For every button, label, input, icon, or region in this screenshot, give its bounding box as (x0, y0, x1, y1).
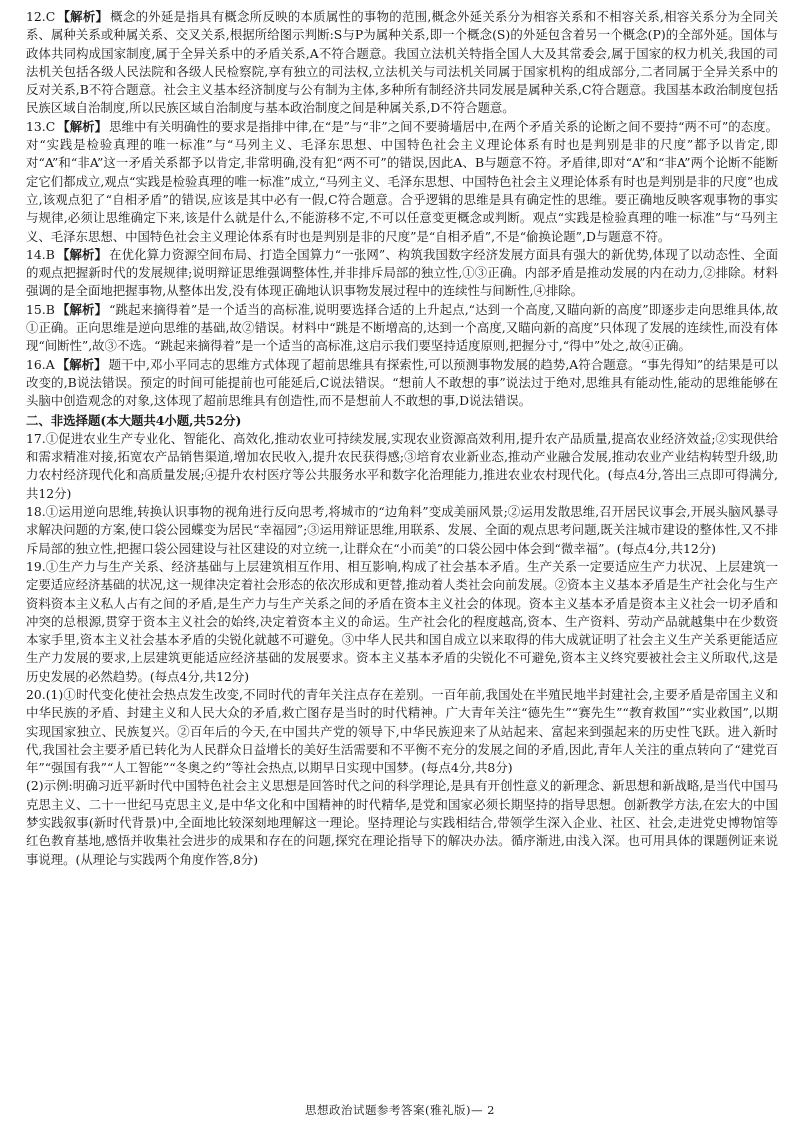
answer-item-14 (26, 246, 778, 301)
item-text: ①促进农业生产专业化、智能化、高效化,推动农业可持续发展,实现农业资源高效利用,提升农产品质量,提高农业经济效益;②实现供给和需求精准对接,拓宽农产品销售渠道,增加农民收入,提升农民获得感;③培育农业新业态,推动产业融合发展,推动农业产业结构转型升级,助力农村经济现代化和高质量发展;④提升农村医疗等公共服务水平和数字化治理能力,推进农业农村现代化。(每点4分,答出三点即可得满分,共12分) (26, 430, 778, 501)
analysis-tag: 【解析】 (57, 9, 109, 24)
answer-item-15 (26, 301, 778, 356)
item-text: 概念的外延是指具有概念所反映的本质属性的事物的范围,概念外延关系分为相容关系和不相容关系,相容关系分为全同关系、属种关系或种属关系、交叉关系,根据所给图示判断:S与P为属种关系,即一个概念(S)的外延包含着另一个概念(P)的全部外延。国体与政体共同构成国家制度,属于全异关系中的矛盾关系,A不符合题意。我国立法机关特指全国人大及其常委会,属于国家的权力机关,我国的司法机关包括各级人民法院和各级人民检察院,享有独立的司法权,立法机关与司法机关同属于国家机构的组成部分,二者同属于全异关系中的反对关系,B不符合题意。社会主义基本经济制度与公有制为主体,多种所有制经济共同发展是属种关系,C符合题意。我国基本政治制度包括民族区域自治制度,所以民族区域自治制度与基本政治制度之间是种属关系,D不符合题意。 (26, 9, 779, 116)
item-number: 19. (26, 558, 46, 574)
answer-item-12 (26, 8, 778, 118)
answer-item-20 (26, 686, 778, 777)
item-text: 题干中,邓小平同志的思维方式体现了超前思维具有探索性,可以预测事物发展的趋势,A符合题意。“事先得知”的结果是可以改变的,B说法错误。预定的时间可能提前也可能延后,C说法错误。“想前人不敢想的事”说法过于绝对,思维具有能动性,能动的思维能够在头脑中创造观念的对象,这体现了超前思维具有创造性,而不是想前人不敢想的事,D说法错误。 (26, 356, 779, 409)
item-number: 18. (26, 504, 46, 520)
item-text: 思维中有关明确性的要求是指排中律,在“是”与“非”之间不要骑墙居中,在两个矛盾关系的论断之间不要持“两不可”的态度。对“实践是检验真理的唯一标准”与“马列主义、毛泽东思想、中国特色社会主义理论体系有时也是判别是非的尺度”都予以肯定,即对“A”和“非A”这一矛盾关系都予以肯定,非常明确,没有犯“两不可”的错误,因此A、B与题意不符。矛盾律,即对“A”和“非A”两个论断不能断定它们都成立,观点“实践是检验真理的唯一标准”成立,“马列主义、毛泽东思想、中国特色社会主义理论体系有时也是判别是非的尺度”也成立,该观点犯了“自相矛盾”的错误,应该是其中必有一假,C符合题意。合乎逻辑的思维是具有确定性的思维。要正确地反映客观事物的事实与规律,必须让思维确定下来,该是什么就是什么,不能游移不定,不可以任意变更概念或判断。观点“实践是检验真理的唯一标准”与“马列主义、毛泽东思想、中国特色社会主义理论体系有时也是判别是非的尺度”是“自相矛盾”,不是“偷换论题”,D与题意不符。 (26, 118, 778, 244)
item-text: “跳起来摘得着”是一个适当的高标准,说明要选择合适的上升起点,“达到一个高度,又瞄向新的高度”即逐步走向思维具体,故①正确。正向思维是逆向思维的基础,故②错误。材料中“跳是不断增高的,达到一个高度,又瞄向新的高度”只体现了发展的连续性,而没有体现“间断性”,故③不选。“跳起来摘得着”是一个适当的高标准,这启示我们要坚持适度原则,把握分寸,“得中”处之,故④正确。 (26, 301, 779, 354)
item-number: 16.A (26, 356, 55, 372)
answer-item-18 (26, 503, 778, 558)
answer-content (26, 8, 778, 869)
item-number: 14.B (26, 246, 55, 262)
item-number: 20. (26, 686, 46, 702)
analysis-tag: 【解析】 (56, 301, 108, 317)
item-text: ①生产力与生产关系、经济基础与上层建筑相互作用、相互影响,构成了社会基本矛盾。生产关系一定要适应生产力状况、上层建筑一定要适应经济基础的状况,这一规律决定着社会形态的依次形成和更替,推动着人类社会向前发展。②资本主义基本矛盾是生产社会化与生产资料资本主义私人占有之间的矛盾,是生产力与生产关系之间的矛盾在资本主义社会的体现。资本主义基本矛盾是资本主义社会一切矛盾和冲突的总根源,贯穿于资本主义社会的始终,决定着资本主义的命运。生产社会化的程度越高,资本、生产资料、劳动产品就越集中在少数资本家手里,资本主义社会基本矛盾的尖锐化就越不可避免。③中华人民共和国自成立以来取得的伟大成就证明了社会主义生产关系更能适应生产力发展的要求,上层建筑更能适应经济基础的发展要求。资本主义基本矛盾的尖锐化不可避免,资本主义终究要被社会主义所取代,这是历史发展的必然趋势。(每点4分,共12分) (26, 558, 778, 684)
item-number: 15.B (26, 301, 55, 317)
item-text: ①运用逆向思维,转换认识事物的视角进行反向思考,将城市的“边角料”变成美丽风景;②运用发散思维,召开居民议事会,开展头脑风暴寻求解决问题的方案,使口袋公园蝶变为居民“幸福园”;③运用辩证思维,用联系、发展、全面的观点思考问题,既关注城市建设的整体性,又不排斥局部的独立性,把握口袋公园建设与社区建设的对立统一,让群众在“小而美”的口袋公园中体会到“微幸福”。(每点4分,共12分) (26, 504, 778, 556)
item-number: 13.C (26, 118, 56, 134)
answer-item-20-part-2: (2)示例:明确习近平新时代中国特色社会主义思想是回答时代之问的科学理论,是具有开创性意义的新理念、新思想和新战略,是当代中国马克思主义、二十一世纪马克思主义,是中华文化和中国精神的时代精华,是党和国家必须长期坚持的指导思想。创新教学方法,在宏大的中国梦实践叙事(新时代背景)中,全面地比较深刻地理解这一理论。坚持理论与实践相结合,带领学生深入企业、社区、社会,走进党史博物馆等红色教育基地,感悟并收集社会进步的成果和存在的问题,探究在理论指导下的解决办法。循序渐进,由浅入深。也可用具体的课题例证来说事说理。(从理论与实践两个角度作答,8分) (26, 778, 778, 867)
analysis-tag: 【解析】 (56, 246, 108, 262)
item-text: 在优化算力资源空间布局、打造全国算力“一张网”、构筑我国数字经济发展方面具有强大的新优势,体现了以动态性、全面的观点把握新时代的发展规律;说明辩证思维强调整体性,并非排斥局部的独立性,①③正确。内部矛盾是推动发展的内在动力,②排除。材料强调的是全面地把握事物,从整体出发,没有体现正确地认识事物发展过程中的连续性与间断性,④排除。 (26, 246, 779, 299)
item-number: 12.C (26, 9, 56, 24)
answer-item-16 (26, 356, 778, 411)
analysis-tag: 【解析】 (56, 356, 107, 372)
answer-item-19 (26, 558, 778, 686)
item-number: 17. (26, 430, 46, 446)
answer-item-17 (26, 430, 778, 503)
section-title: 二、非选择题(本大题共4小题,共52分) (26, 412, 242, 428)
analysis-tag: 【解析】 (57, 118, 108, 134)
item-text: (1)①时代变化使社会热点发生改变,不同时代的青年关注点存在差别。一百年前,我国处在半殖民地半封建社会,主要矛盾是帝国主义和中华民族的矛盾、封建主义和人民大众的矛盾,救亡图存是当时的时代精神。广大青年关注“德先生”“赛先生”“教育救国”“实业救国”,以期实现国家独立、民族复兴。②百年后的今天,在中国共产党的领导下,中华民族迎来了从站起来、富起来到强起来的历史性飞跃。进入新时代,我国社会主要矛盾已转化为人民群众日益增长的美好生活需要和不平衡不充分的发展之间的矛盾,因此,青年人关注的重点转向了“建党百年”“强国有我”“人工智能”“冬奥之约”等社会热点,以期早日实现中国梦。(每点4分,共8分) (26, 686, 778, 776)
page-footer: 思想政治试题参考答案(雅礼版)— 2 (305, 1103, 495, 1117)
answer-item-13 (26, 118, 778, 246)
